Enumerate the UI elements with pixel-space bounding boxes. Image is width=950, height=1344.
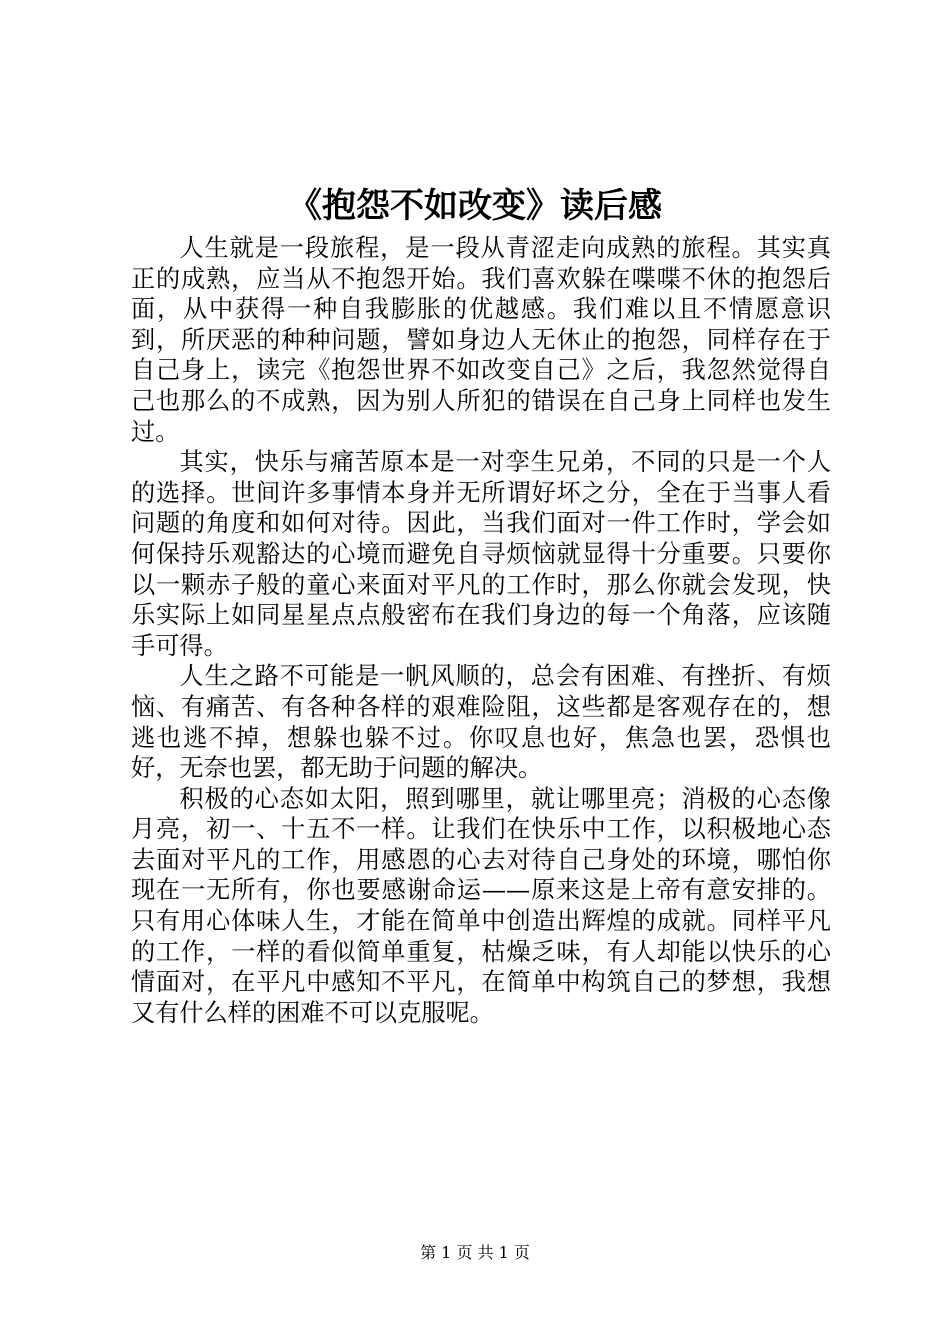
document-body [131, 233, 831, 1028]
paragraph-2: 其实，快乐与痛苦原本是一对孪生兄弟，不同的只是一个人的选择。世间许多事情本身并无所谓好坏之分，全在于当事人看问题的角度和如何对待。因此，当我们面对一件工作时，学会如何保持乐观豁达的心境而避免自寻烦恼就显得十分重要。只要你以一颗赤子般的童心来面对平凡的工作时，那么你就会发现，快乐实际上如同星星点点般密布在我们身边的每一个角落，应该随手可得。 [131, 448, 831, 660]
paragraph-3: 人生之路不可能是一帆风顺的，总会有困难、有挫折、有烦恼、有痛苦、有各种各样的艰难险阻，这些都是客观存在的，想逃也逃不掉，想躲也躲不过。你叹息也好，焦急也罢，恐惧也好，无奈也罢，都无助于问题的解决。 [131, 662, 831, 783]
paragraph-1: 人生就是一段旅程，是一段从青涩走向成熟的旅程。其实真正的成熟，应当从不抱怨开始。我们喜欢躲在喋喋不休的抱怨后面，从中获得一种自我膨胀的优越感。我们难以且不情愿意识到，所厌恶的种种问题，譬如身边人无休止的抱怨，同样存在于自己身上，读完《抱怨世界不如改变自己》之后，我忽然觉得自己也那么的不成熟，因为别人所犯的错误在自己身上同样也发生过。 [131, 234, 831, 446]
document-title: 《抱怨不如改变》读后感 [288, 186, 662, 226]
page-number-footer: 第 1 页 共 1 页 [420, 1243, 530, 1262]
paragraph-4: 积极的心态如太阳，照到哪里，就让哪里亮；消极的心态像月亮，初一、十五不一样。让我们在快乐中工作，以积极地心态去面对平凡的工作，用感恩的心去对待自己身处的环境，哪怕你现在一无所有，你也要感谢命运——原来这是上帝有意安排的。只有用心体味人生，才能在简单中创造出辉煌的成就。同样平凡的工作，一样的看似简单重复，枯燥乏味，有人却能以快乐的心情面对，在平凡中感知不平凡，在简单中构筑自己的梦想，我想又有什么样的困难不可以克服呢。 [131, 784, 831, 1027]
